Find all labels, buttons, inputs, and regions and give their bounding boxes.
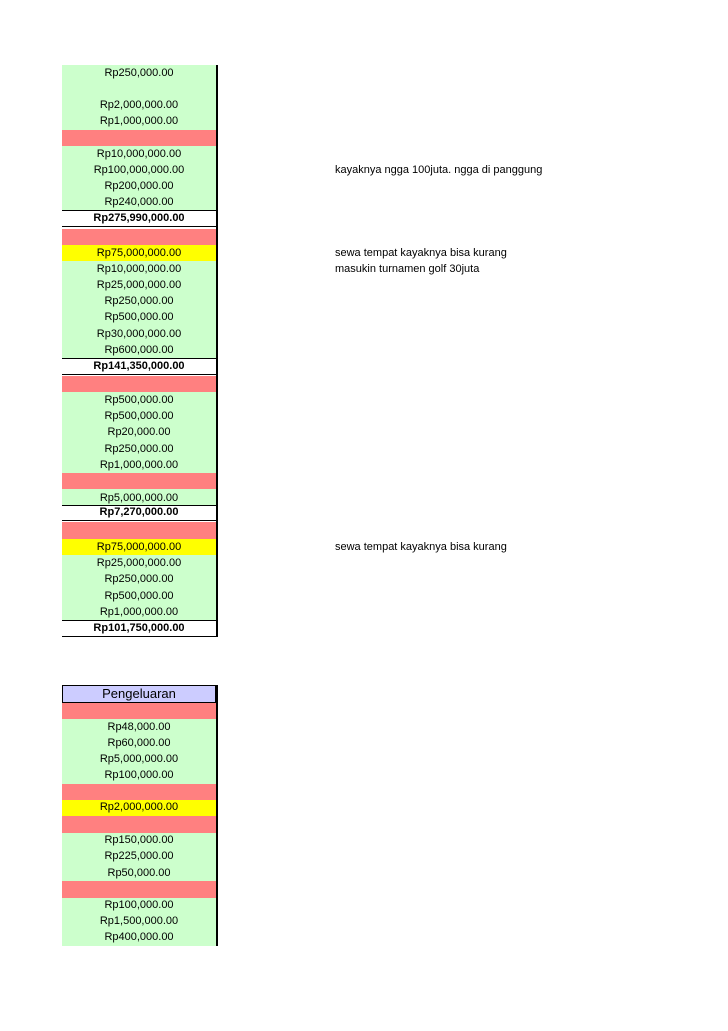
note-text[interactable]: kayaknya ngga 100juta. ngga di panggung (335, 164, 543, 176)
amount-cell[interactable]: Rp5,000,000.00 (62, 752, 216, 768)
highlighted-amount-cell[interactable]: Rp2,000,000.00 (62, 800, 216, 816)
amount-cell[interactable]: Rp25,000,000.00 (62, 555, 216, 571)
amount-cell[interactable]: Rp500,000.00 (62, 408, 216, 424)
subtotal-cell[interactable]: Rp275,990,000.00 (62, 210, 216, 227)
section-separator[interactable] (62, 130, 216, 146)
section-separator[interactable] (62, 816, 216, 833)
amount-cell[interactable]: Rp50,000.00 (62, 865, 216, 881)
highlighted-amount-cell[interactable]: Rp75,000,000.00 (62, 539, 216, 555)
amount-cell[interactable]: Rp30,000,000.00 (62, 326, 216, 342)
note-text[interactable]: sewa tempat kayaknya bisa kurang (335, 247, 507, 259)
amount-cell[interactable]: Rp240,000.00 (62, 194, 216, 210)
amount-cell[interactable]: Rp150,000.00 (62, 833, 216, 849)
amount-cell[interactable]: Rp250,000.00 (62, 293, 216, 309)
amount-cell[interactable]: Rp60,000.00 (62, 735, 216, 752)
amount-cell[interactable]: Rp1,500,000.00 (62, 914, 216, 930)
expense-header[interactable]: Pengeluaran (62, 685, 216, 703)
amount-cell[interactable]: Rp100,000.00 (62, 768, 216, 784)
subtotal-cell[interactable]: Rp141,350,000.00 (62, 358, 216, 375)
section-separator[interactable] (62, 229, 216, 245)
column-right-border (216, 685, 218, 946)
amount-cell[interactable]: Rp1,000,000.00 (62, 114, 216, 130)
amount-cell[interactable]: Rp500,000.00 (62, 588, 216, 604)
amount-cell[interactable]: Rp5,000,000.00 (62, 489, 216, 506)
amount-cell[interactable]: Rp250,000.00 (62, 441, 216, 457)
amount-cell[interactable]: Rp100,000.00 (62, 898, 216, 914)
amount-cell[interactable]: Rp10,000,000.00 (62, 261, 216, 277)
amount-cell[interactable]: Rp200,000.00 (62, 178, 216, 194)
amount-cell[interactable]: Rp10,000,000.00 (62, 146, 216, 162)
amount-cell[interactable]: Rp500,000.00 (62, 309, 216, 326)
empty-cell[interactable] (62, 81, 216, 97)
amount-cell[interactable]: Rp1,000,000.00 (62, 457, 216, 473)
amount-cell[interactable]: Rp400,000.00 (62, 930, 216, 946)
amount-cell[interactable]: Rp100,000,000.00 (62, 162, 216, 178)
section-separator[interactable] (62, 784, 216, 800)
note-text[interactable]: masukin turnamen golf 30juta (335, 263, 480, 275)
amount-cell[interactable]: Rp250,000.00 (62, 571, 216, 588)
amount-cell[interactable]: Rp1,000,000.00 (62, 604, 216, 620)
section-separator[interactable] (62, 881, 216, 898)
note-text[interactable]: sewa tempat kayaknya bisa kurang (335, 541, 507, 553)
amount-cell[interactable]: Rp600,000.00 (62, 342, 216, 358)
section-separator[interactable] (62, 522, 216, 539)
section-separator[interactable] (62, 703, 216, 719)
amount-cell[interactable]: Rp225,000.00 (62, 849, 216, 865)
amount-cell[interactable]: Rp48,000.00 (62, 719, 216, 735)
subtotal-cell[interactable]: Rp7,270,000.00 (62, 505, 216, 521)
subtotal-cell[interactable]: Rp101,750,000.00 (62, 620, 216, 637)
highlighted-amount-cell[interactable]: Rp75,000,000.00 (62, 245, 216, 261)
amount-cell[interactable]: Rp250,000.00 (62, 65, 216, 81)
amount-cell[interactable]: Rp20,000.00 (62, 424, 216, 441)
section-separator[interactable] (62, 376, 216, 392)
section-separator[interactable] (62, 473, 216, 489)
column-right-border (216, 65, 218, 637)
amount-cell[interactable]: Rp25,000,000.00 (62, 277, 216, 293)
amount-cell[interactable]: Rp500,000.00 (62, 392, 216, 408)
amount-cell[interactable]: Rp2,000,000.00 (62, 97, 216, 114)
